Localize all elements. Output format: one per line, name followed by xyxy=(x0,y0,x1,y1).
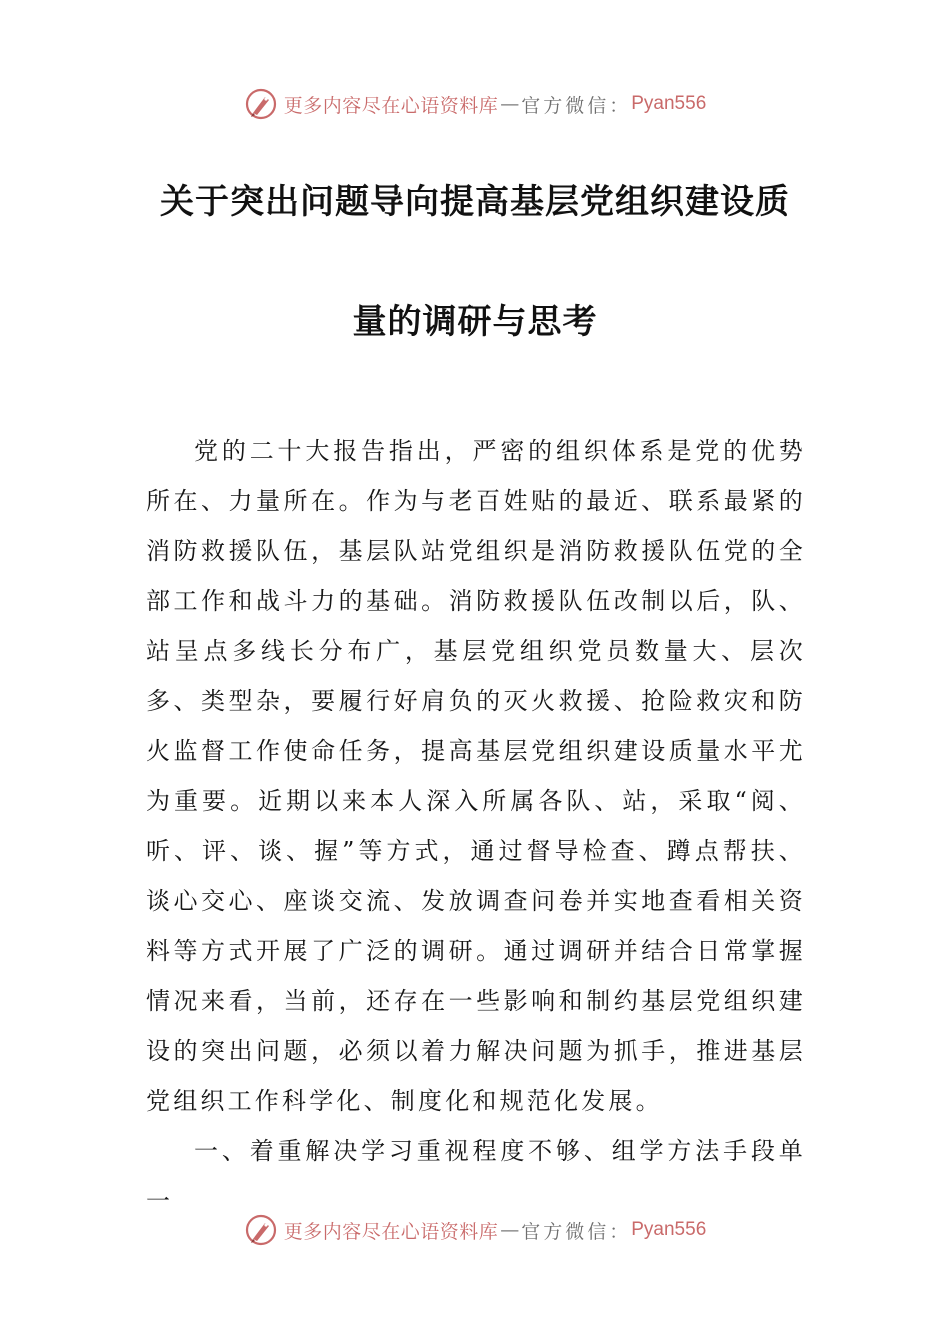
pen-nib-logo-icon xyxy=(244,1213,278,1247)
header-watermark-banner xyxy=(0,84,950,124)
pen-nib-logo-icon xyxy=(244,87,278,121)
footer-separator: — xyxy=(500,1219,520,1241)
footer-wechat-label: 官方微信： xyxy=(521,1220,632,1243)
footer-watermark-banner xyxy=(0,1210,950,1250)
header-wechat-id: Pyan556 xyxy=(631,93,707,114)
body-paragraph: 一、着重解决学习重视程度不够、组学方法手段单一 xyxy=(146,1137,806,1215)
header-wechat-label: 官方微信： xyxy=(521,94,632,117)
document-title-line-1: 关于突出问题导向提高基层党组织建设质 xyxy=(160,182,790,222)
document-body xyxy=(146,426,806,1226)
body-paragraph: 党的二十大报告指出，严密的组织体系是党的优势所在、力量所在。作为与老百姓贴的最近、联系最紧的消防救援队伍，基层队站党组织是消防救援队伍党的全部工作和战斗力的基础。消防救援队伍改制以后，队、站呈点多线长分布广，基层党组织党员数量大、层次多、类型杂，要履行好肩负的灭火救援、抢险救灾和防火监督工作使命任务，提高基层党组织建设质量水平尤为重要。近期以来本人深入所属各队、站，采取“阅、听、评、谈、握”等方式，通过督导检查、蹲点帮扶、谈心交心、座谈交流、发放调查问卷并实地查看相关资料等方式开展了广泛的调研。通过调研并结合日常掌握情况来看，当前，还存在一些影响和制约基层党组织建设的突出问题，必须以着力解决问题为抓手，推进基层党组织工作科学化、制度化和规范化发展。 xyxy=(146,437,806,1115)
header-site-text: 更多内容尽在心语资料库 xyxy=(283,94,499,117)
document-title-line-2: 量的调研与思考 xyxy=(352,302,598,342)
footer-wechat-id: Pyan556 xyxy=(631,1219,707,1240)
footer-site-text: 更多内容尽在心语资料库 xyxy=(283,1220,499,1243)
header-separator: — xyxy=(500,93,520,115)
